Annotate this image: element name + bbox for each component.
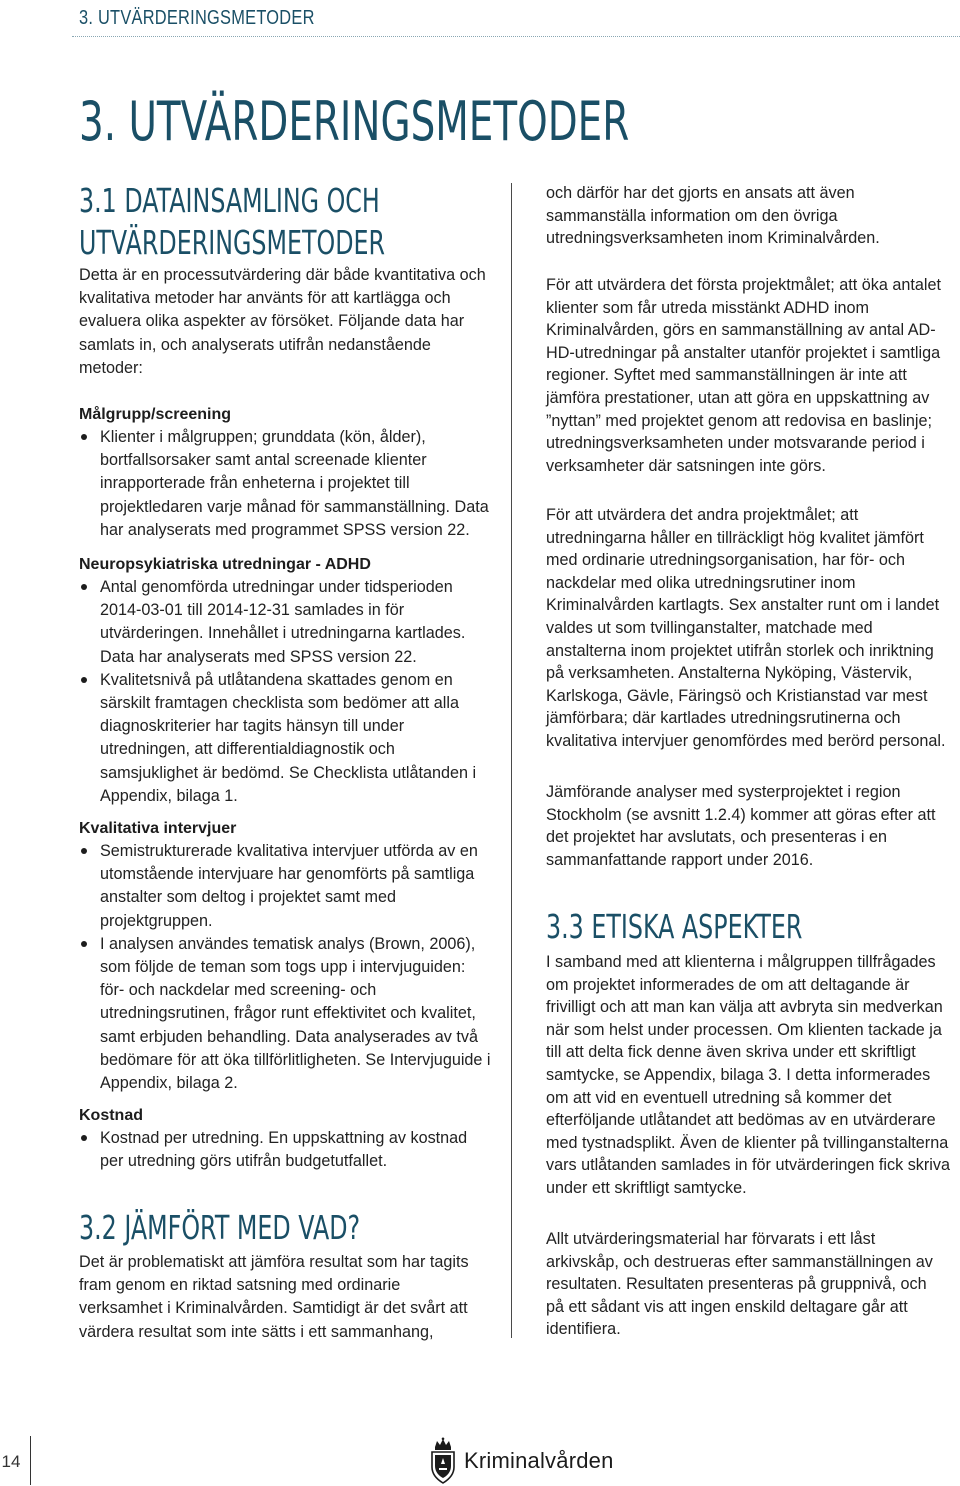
list-item: Semistrukturerade kvalitativa intervjuer utförda av en utomstående intervjuare har genomförts på samtliga anstalter som deltog i projektet samt med projektgruppen. [79, 840, 494, 933]
paragraph: I samband med att klienterna i målgruppen tillfrågades om projektet informerades de om att deltagande är frivilligt och att man kan välja att avbryta sin medverkan när som helst under processen. Om klienten tackade ja till att delta fick denne även skriva under ett skriftligt samtycke, se Appendix, bilaga 3. I detta informerades om att vid en eventuell utredning så kommer det efterföljande utlåtandet att bedömas av en utvärderare med tystnadsplikt. Även de klienter på tvillinganstalterna vars utlåtanden samlades in för utvärderingen fick skriva under ett skriftligt samtycke. [546, 953, 950, 1197]
logo-text: Kriminalvården [464, 1448, 614, 1473]
running-header: 3. UTVÄRDERINGSMETODER [79, 7, 315, 29]
page-number: 14 [1, 1452, 21, 1471]
paragraph: För att utvärdera det första projektmålet; att öka antalet klienter som får utreda misstänkt ADHD inom Kriminalvården, görs en sammanställning av antal AD-HD-utredningar på anstalter utanför projektet i samtliga regioner. Syftet med sammanställningen är inte att jämföra prestationer, utan att göra en uppskattning av ”nyttan” med projektet genom att redovisa en baslinje; utredningsverksamheten under motsvarande period i verksamheter där satsningen inte görs. [546, 276, 941, 475]
section-3-2-title: 3.2 JÄMFÖRT MED VAD? [79, 1208, 361, 1247]
footer-logo [428, 1436, 614, 1486]
paragraph: Allt utvärderingsmaterial har förvarats i ett låst arkivskåp, och destrueras efter sammanställningen av resultaten. Resultaten presenteras på gruppnivå, och på ett sådant vis att ingen enskild deltagare går att identifiera. [546, 1230, 933, 1339]
neuro-heading: Neuropsykiatriska utredningar - ADHD [79, 556, 371, 573]
neuro-list [79, 576, 494, 808]
section-3-1-intro: Detta är en processutvärdering där både kvantitativa och kvalitativa metoder har använts för att kartlägga och evaluera olika aspekter av försöket. Följande data har samlats in, och analyserats utifrån nedanstående metoder: [79, 266, 486, 377]
target-group-list [79, 426, 494, 542]
list-item: Antal genomförda utredningar under tidsperioden 2014-03-01 till 2014-12-31 samlades in för utvärderingen. Innehållet i utredningarna kartlades. Data har analyserats med SPSS version 22. [79, 576, 494, 669]
column-divider [511, 183, 512, 1338]
section-3-3-title: 3.3 ETISKA ASPEKTER [546, 907, 803, 946]
cost-heading: Kostnad [79, 1107, 143, 1124]
header-dotted-rule [72, 36, 960, 37]
list-item: I analysen användes tematisk analys (Brown, 2006), som följde de teman som togs upp i intervjuguiden: för- och nackdelar med screening- och utredningsrutinen, frågor runt effektivitet och kvalitet, samt erbjuden behandling. Data analyserades av två bedömare för att öka tillförlitligheten. Se Intervjuguide i Appendix, bilaga 2. [79, 933, 494, 1095]
list-item: Klienter i målgruppen; grunddata (kön, ålder), bortfallsorsaker samt antal screenade klienter inrapporterade från enheterna i projektet till projektledaren varje månad för sammanställning. Data har analyserats med programmet SPSS version 22. [79, 426, 494, 542]
paragraph: Jämförande analyser med systerprojektet i region Stockholm (se avsnitt 1.2.4) kommer att göras efter att det projektet har avslutats, och presenteras i en sammanfattande rapport under 2016. [546, 783, 936, 869]
cost-list [79, 1127, 494, 1173]
section-3-1-title-line2: UTVÄRDERINGSMETODER [79, 223, 386, 262]
paragraph: För att utvärdera det andra projektmålet; att utredningarna håller en tillräckligt hög kvalitet jämfört med ordinarie utredningsorganisation, har för- och nackdelar med olika utredningsrutiner inom Kriminalvården kartlagts. Sex anstalter runt om i landet valdes ut som tvillinganstalter, matchade med anstalterna inom projektet utifrån storlek och inriktning på verksamheten. Anstalterna Nyköping, Västervik, Karlskoga, Gävle, Färingsö och Kristianstad var mest jämförbara; där kartlades utredningsrutinerna och kvalitativa intervjuer genomfördes med berörd personal. [546, 506, 946, 750]
chapter-title: 3. UTVÄRDERINGSMETODER [79, 90, 630, 153]
section-3-2-text: Det är problematiskt att jämföra resultat som har tagits fram genom en riktad satsning med ordinarie verksamhet i Kriminalvården. Samtidigt är det svårt att värdera resultat som inte sätts i ett sammanhang, [79, 1253, 469, 1341]
paragraph: och därför har det gjorts en ansats att även sammanställa information om den övriga utredningsverksamheten inom Kriminalvården. [546, 184, 880, 248]
interviews-heading: Kvalitativa intervjuer [79, 820, 237, 837]
target-group-heading: Målgrupp/screening [79, 406, 232, 423]
list-item: Kvalitetsnivå på utlåtandena skattades genom en särskilt framtagen checklista som bedömer att alla diagnoskriterier har tagits hänsyn till under utredningen, att differentialdiagnostik och samsjuklighet är bedömd. Se Checklista utlåtanden i Appendix, bilaga 1. [79, 669, 494, 808]
section-3-1-title-line1: 3.1 DATAINSAMLING OCH [79, 181, 380, 220]
crown-shield-icon [428, 1437, 458, 1485]
list-item: Kostnad per utredning. En uppskattning av kostnad per utredning görs utifrån budgetutfallet. [79, 1127, 494, 1173]
interviews-list [79, 840, 494, 1095]
